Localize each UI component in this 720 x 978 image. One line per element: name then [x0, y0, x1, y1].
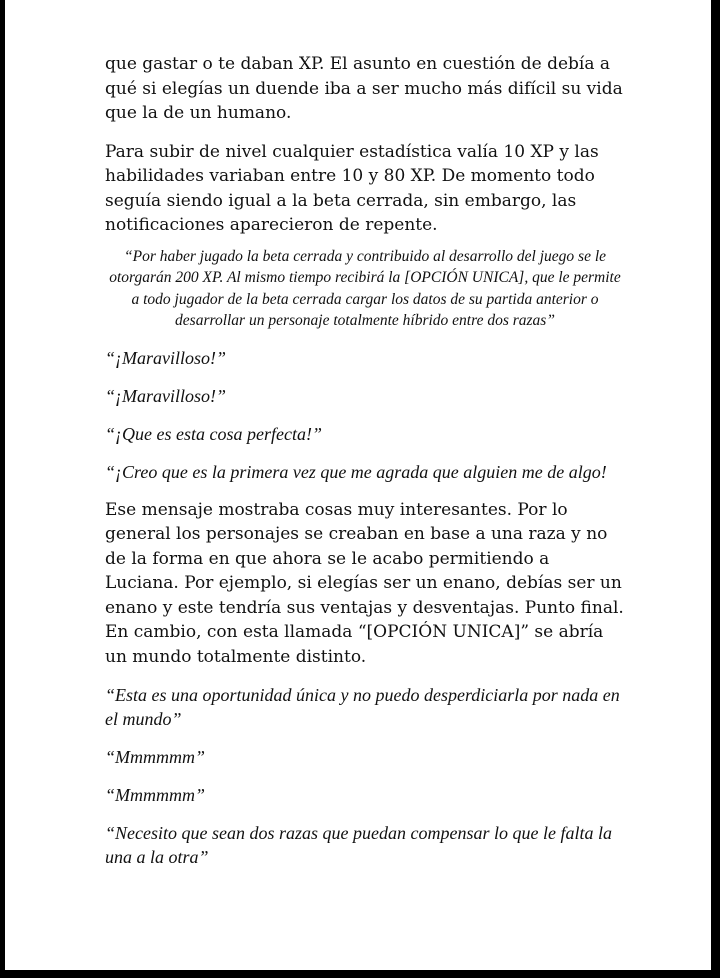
paragraph: que gastar o te daban XP. El asunto en cuestión de debía a qué si elegías un duende iba a ser mucho más difícil su vida que la de un humano. — [105, 54, 623, 123]
dialogue-line: “Esta es una oportunidad única y no puedo desperdiciarla por nada en el mundo” — [105, 685, 620, 729]
dialogue-line: “Mmmmmm” — [105, 785, 206, 805]
dialogue-line: “¡Que es esta cosa perfecta!” — [105, 423, 322, 444]
paragraph: Ese mensaje mostraba cosas muy interesantes. Por lo general los personajes se creaban en base a una raza y no de la forma en que ahora se le acabo permitiendo a Luciana. Por ejemplo, si elegías ser un enano, debías ser un enano y este tendría sus ventajas y desventajas. Punto final. En cambio, con esta llamada “[OPCIÓN UNICA]” se abría un mundo totalmente distinto. — [105, 499, 624, 667]
dialogue-line: “Necesito que sean dos razas que puedan compensar lo que le falta la una a la otra” — [105, 823, 612, 867]
page-content — [105, 52, 625, 883]
document-page — [5, 0, 711, 970]
dialogue-line: “Mmmmmm” — [105, 747, 206, 767]
dialogue-line: “¡Creo que es la primera vez que me agrada que alguien me de algo! — [105, 461, 607, 482]
system-notification-quote: “Por haber jugado la beta cerrada y contribuido al desarrollo del juego se le otorgarán 200 XP. Al mismo tiempo recibirá la [OPCIÓN UNICA], que le permite a todo jugador de la beta cerrada cargar los datos de su partida anterior o desarrollar un personaje totalmente híbrido entre dos razas” — [109, 247, 621, 329]
paragraph: Para subir de nivel cualquier estadística valía 10 XP y las habilidades variaban entre 10 y 80 XP. De momento todo seguía siendo igual a la beta cerrada, sin embargo, las notificaciones aparecieron de repente. — [105, 141, 599, 235]
dialogue-line: “¡Maravilloso!” — [105, 385, 227, 406]
dialogue-line: “¡Maravilloso!” — [105, 347, 227, 368]
